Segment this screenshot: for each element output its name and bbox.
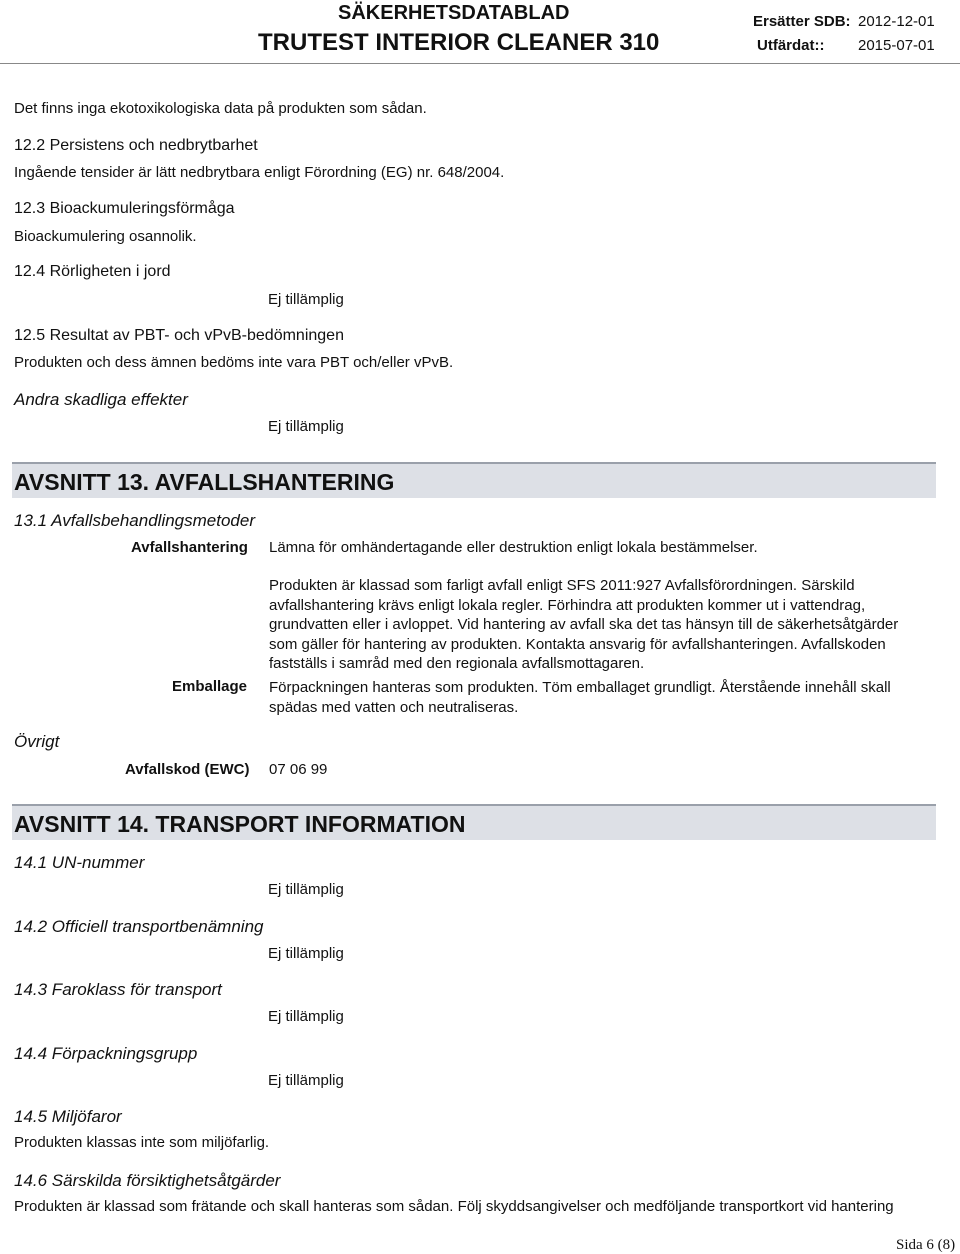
text-12-2: Ingående tensider är lätt nedbrytbara enligt Förordning (EG) nr. 648/2004.: [14, 164, 505, 181]
value-ewc: 07 06 99: [269, 761, 328, 778]
heading-14-2: 14.2 Officiell transportbenämning: [14, 917, 264, 936]
heading-13-1: 13.1 Avfallsbehandlingsmetoder: [14, 511, 255, 530]
text-waste-handling-2: Produkten är klassad som farligt avfall enligt SFS 2011:927 Avfallsförordningen. Särskild avfallshantering krävs enligt lokala regler. Förhindra att produkten kommer ut i vattendrag, grundvatten eller i avloppet. Vid hantering av avfall ska det tas hänsyn till de säkerhetsåtgärder som gäller för hantering av produkten. Kontakta ansvarig för avfallshanteringen. Avfallskoden fastställs i samråd med den regionala avfallsmottagaren.: [269, 577, 899, 672]
heading-14-6: 14.6 Särskilda försiktighetsåtgärder: [14, 1171, 281, 1190]
heading-14-4: 14.4 Förpackningsgrupp: [14, 1044, 198, 1063]
section-13-header: [12, 462, 936, 498]
heading-12-3: 12.3 Bioackumuleringsförmåga: [14, 200, 235, 217]
issued-label: Utfärdat::: [757, 37, 825, 54]
label-ewc: Avfallskod (EWC): [125, 761, 250, 778]
label-packaging: Emballage: [172, 678, 248, 695]
replaces-label: Ersätter SDB:: [753, 13, 851, 30]
page-number: Sida 6 (8): [896, 1237, 956, 1253]
eco-data-text: Det finns inga ekotoxikologiska data på produkten som sådan.: [14, 100, 427, 117]
label-waste-handling: Avfallshantering: [131, 539, 248, 556]
heading-12-2: 12.2 Persistens och nedbrytbarhet: [14, 137, 258, 154]
heading-14-3: 14.3 Faroklass för transport: [14, 980, 222, 999]
product-name: TRUTEST INTERIOR CLEANER 310: [258, 29, 660, 56]
text-14-2: Ej tillämplig: [268, 945, 344, 962]
text-12-3: Bioackumulering osannolik.: [14, 228, 197, 245]
text-14-3: Ej tillämplig: [268, 1008, 344, 1025]
replaces-date: 2012-12-01: [858, 13, 935, 30]
section-14-header: [12, 804, 936, 840]
heading-14-5: 14.5 Miljöfaror: [14, 1107, 122, 1126]
section-13-title: AVSNITT 13. AVFALLSHANTERING: [14, 469, 395, 495]
text-14-1: Ej tillämplig: [268, 881, 344, 898]
heading-12-5: 12.5 Resultat av PBT- och vPvB-bedömningen: [14, 327, 344, 344]
text-14-4: Ej tillämplig: [268, 1072, 344, 1089]
heading-other-effects: Andra skadliga effekter: [14, 390, 188, 409]
heading-other: Övrigt: [14, 732, 60, 751]
text-packaging: Förpackningen hanteras som produkten. Töm emballaget grundligt. Återstående innehåll skall spädas med vatten och neutraliseras.: [269, 679, 891, 716]
section-14-title: AVSNITT 14. TRANSPORT INFORMATION: [14, 811, 466, 837]
text-12-5: Produkten och dess ämnen bedöms inte vara PBT och/eller vPvB.: [14, 354, 454, 371]
text-14-5: Produkten klassas inte som miljöfarlig.: [14, 1134, 270, 1151]
heading-12-4: 12.4 Rörligheten i jord: [14, 263, 171, 280]
text-waste-handling-1: Lämna för omhändertagande eller destruktion enligt lokala bestämmelser.: [269, 539, 758, 556]
text-other-effects: Ej tillämplig: [268, 418, 344, 435]
issued-date: 2015-07-01: [858, 37, 935, 54]
heading-14-1: 14.1 UN-nummer: [14, 853, 145, 872]
text-14-6: Produkten är klassad som frätande och skall hanteras som sådan. Följ skyddsangivelser och medföljande transportkort vid hantering: [14, 1198, 894, 1215]
text-12-4: Ej tillämplig: [268, 291, 344, 308]
document-type: SÄKERHETSDATABLAD: [338, 2, 570, 24]
header-divider: [0, 63, 960, 64]
